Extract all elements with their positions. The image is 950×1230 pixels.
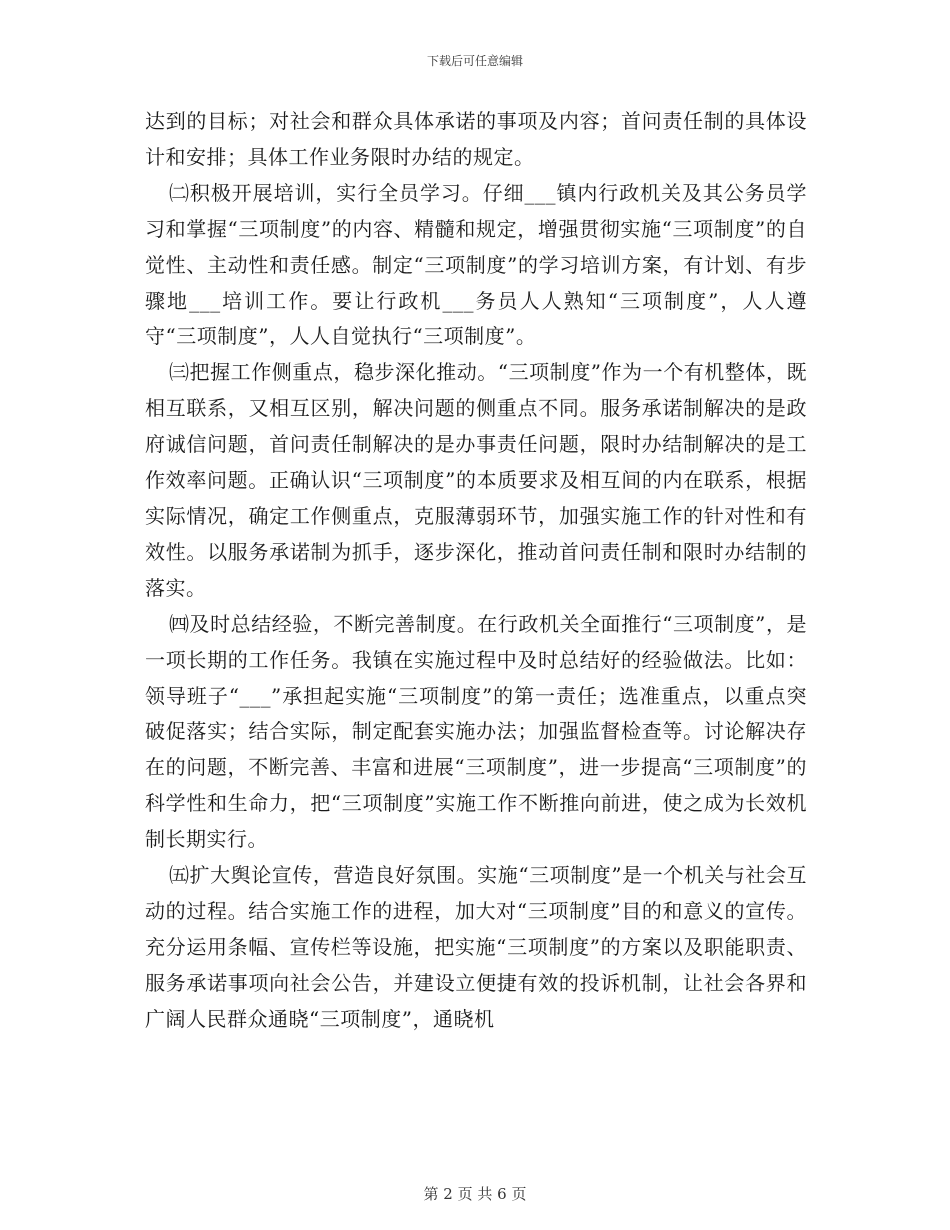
page-header: 下载后可任意编辑 — [426, 54, 523, 68]
page-footer: 第 2 页 共 6 页 — [423, 1185, 527, 1203]
document-body — [145, 104, 807, 1038]
paragraph-continuation: 达到的目标；对社会和群众具体承诺的事项及内容；首问责任制的具体设计和安排；具体工作业务限时办结的规定。 — [145, 109, 807, 169]
paragraph-section-3: ㈢把握工作侧重点，稳步深化推动。“三项制度”作为一个有机整体，既相互联系，又相互区别，解决问题的侧重点不同。服务承诺制解决的是政府诚信问题，首问责任制解决的是办事责任问题，限时办结制解决的是工作效率问题。正确认识“三项制度”的本质要求及相互间的内在联系，根据实际情况，确定工作侧重点，克服薄弱环节，加强实施工作的针对性和有效性。以服务承诺制为抓手，逐步深化，推动首问责任制和限时办结制的落实。 — [145, 360, 807, 600]
paragraph-section-2: ㈡积极开展培训，实行全员学习。仔细___镇内行政机关及其公务员学习和掌握“三项制度”的内容、精髓和规定，增强贯彻实施“三项制度”的自觉性、主动性和责任感。制定“三项制度”的学习培训方案，有计划、有步骤地___培训工作。要让行政机___务员人人熟知“三项制度”，人人遵守“三项制度”，人人自觉执行“三项制度”。 — [145, 180, 807, 349]
paragraph-section-4: ㈣及时总结经验，不断完善制度。在行政机关全面推行“三项制度”，是一项长期的工作任务。我镇在实施过程中及时总结好的经验做法。比如：领导班子“___”承担起实施“三项制度”的第一责任；选准重点，以重点突破促落实；结合实际，制定配套实施办法；加强监督检查等。讨论解决存在的问题，不断完善、丰富和进展“三项制度”，进一步提高“三项制度”的科学性和生命力，把“三项制度”实施工作不断推向前进，使之成为长效机制长期实行。 — [145, 611, 807, 852]
paragraph-section-5: ㈤扩大舆论宣传，营造良好氛围。实施“三项制度”是一个机关与社会互动的过程。结合实施工作的进程，加大对“三项制度”目的和意义的宣传。充分运用条幅、宣传栏等设施，把实施“三项制度”的方案以及职能职责、服务承诺事项向社会公告，并建设立便捷有效的投诉机制，让社会各界和广阔人民群众通晓“三项制度”，通晓机 — [145, 863, 807, 1031]
